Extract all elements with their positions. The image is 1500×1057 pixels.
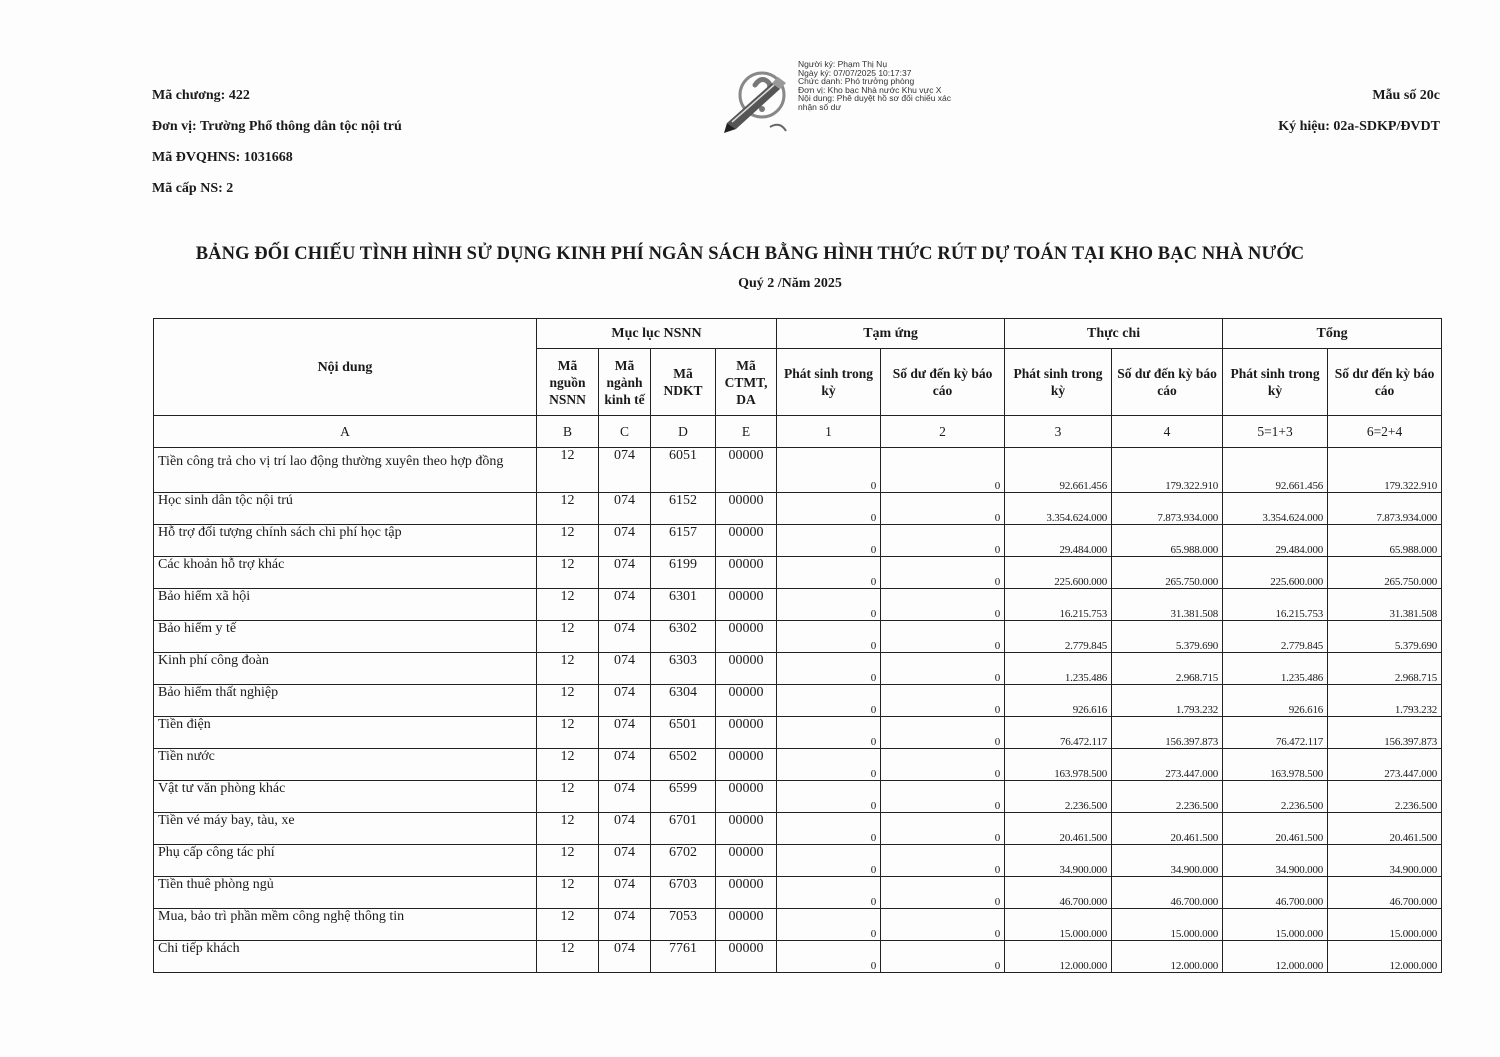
row-thuc-chi-so-du: 273.447.000 [1112, 749, 1223, 781]
row-tam-ung-so-du: 0 [881, 685, 1005, 717]
row-thuc-chi-phat-sinh: 15.000.000 [1005, 909, 1112, 941]
row-tong-phat-sinh: 20.461.500 [1223, 813, 1328, 845]
row-thuc-chi-so-du: 156.397.873 [1112, 717, 1223, 749]
row-ma-ndkt: 7053 [651, 909, 716, 941]
chapter-code: Mã chương: 422 [152, 88, 250, 103]
row-ma-nguon: 12 [537, 621, 599, 653]
row-tam-ung-phat-sinh: 0 [777, 877, 881, 909]
row-ma-ctmt: 00000 [716, 557, 777, 589]
row-description: Tiền nước [154, 749, 537, 781]
row-tam-ung-phat-sinh: 0 [777, 845, 881, 877]
row-tam-ung-so-du: 0 [881, 557, 1005, 589]
table-row [154, 749, 1442, 781]
row-description: Mua, bảo trì phần mềm công nghệ thông tin [154, 909, 537, 941]
table-row [154, 941, 1442, 973]
row-ma-ctmt: 00000 [716, 685, 777, 717]
row-ma-ndkt: 6502 [651, 749, 716, 781]
row-thuc-chi-so-du: 15.000.000 [1112, 909, 1223, 941]
row-tam-ung-so-du: 0 [881, 717, 1005, 749]
row-ma-nguon: 12 [537, 589, 599, 621]
row-thuc-chi-phat-sinh: 34.900.000 [1005, 845, 1112, 877]
row-ma-ctmt: 00000 [716, 653, 777, 685]
table-row [154, 845, 1442, 877]
row-thuc-chi-so-du: 65.988.000 [1112, 525, 1223, 557]
row-thuc-chi-phat-sinh: 92.661.456 [1005, 448, 1112, 493]
row-ma-nganh: 074 [599, 493, 651, 525]
row-tam-ung-so-du: 0 [881, 877, 1005, 909]
row-thuc-chi-phat-sinh: 3.354.624.000 [1005, 493, 1112, 525]
sign-date: Ngày ký: 07/07/2025 10:17:37 [798, 67, 912, 78]
row-description: Tiền điện [154, 717, 537, 749]
row-tam-ung-phat-sinh: 0 [777, 448, 881, 493]
row-thuc-chi-so-du: 1.793.232 [1112, 685, 1223, 717]
col-tu-phat-sinh: Phát sinh trong kỳ [777, 349, 881, 416]
table-row [154, 685, 1442, 717]
table-row [154, 448, 1442, 493]
row-ma-ndkt: 6199 [651, 557, 716, 589]
row-ma-ndkt: 6599 [651, 781, 716, 813]
row-ma-nguon: 12 [537, 493, 599, 525]
row-tong-so-du: 179.322.910 [1328, 448, 1442, 493]
row-thuc-chi-so-du: 265.750.000 [1112, 557, 1223, 589]
row-thuc-chi-phat-sinh: 2.236.500 [1005, 781, 1112, 813]
row-tong-phat-sinh: 2.236.500 [1223, 781, 1328, 813]
unit-name: Đơn vị: Trường Phổ thông dân tộc nội trú [152, 119, 402, 134]
table-row [154, 525, 1442, 557]
row-thuc-chi-so-du: 2.968.715 [1112, 653, 1223, 685]
table-row [154, 781, 1442, 813]
row-tong-phat-sinh: 12.000.000 [1223, 941, 1328, 973]
row-tong-so-du: 5.379.690 [1328, 621, 1442, 653]
row-tong-phat-sinh: 225.600.000 [1223, 557, 1328, 589]
row-ma-ctmt: 00000 [716, 781, 777, 813]
row-tong-so-du: 15.000.000 [1328, 909, 1442, 941]
row-tam-ung-phat-sinh: 0 [777, 557, 881, 589]
row-ma-nganh: 074 [599, 877, 651, 909]
column-index-row [154, 416, 1442, 448]
row-tong-phat-sinh: 34.900.000 [1223, 845, 1328, 877]
page-subtitle: Quý 2 /Năm 2025 [738, 276, 842, 291]
row-tam-ung-phat-sinh: 0 [777, 525, 881, 557]
row-ma-nguon: 12 [537, 909, 599, 941]
row-thuc-chi-phat-sinh: 20.461.500 [1005, 813, 1112, 845]
row-tam-ung-so-du: 0 [881, 493, 1005, 525]
row-tam-ung-phat-sinh: 0 [777, 717, 881, 749]
col-ma-ndkt: Mã NDKT [651, 349, 716, 416]
row-thuc-chi-so-du: 20.461.500 [1112, 813, 1223, 845]
row-thuc-chi-so-du: 34.900.000 [1112, 845, 1223, 877]
form-info [1278, 86, 1440, 148]
row-ma-nganh: 074 [599, 717, 651, 749]
row-description: Bảo hiểm y tế [154, 621, 537, 653]
row-tong-so-du: 12.000.000 [1328, 941, 1442, 973]
row-ma-ndkt: 6152 [651, 493, 716, 525]
row-tong-so-du: 31.381.508 [1328, 589, 1442, 621]
row-description: Chi tiếp khách [154, 941, 537, 973]
sign-content: Nội dung: Phê duyệt hồ sơ đối chiếu xác nhận số dư [798, 93, 952, 112]
row-tam-ung-phat-sinh: 0 [777, 621, 881, 653]
row-ma-nguon: 12 [537, 749, 599, 781]
row-tong-so-du: 156.397.873 [1328, 717, 1442, 749]
row-ma-nganh: 074 [599, 557, 651, 589]
col-ma-nganh: Mã ngành kinh tế [599, 349, 651, 416]
row-description: Bảo hiểm thất nghiệp [154, 685, 537, 717]
row-tong-phat-sinh: 92.661.456 [1223, 448, 1328, 493]
col-group-thuc-chi: Thực chi [1005, 319, 1223, 349]
row-thuc-chi-phat-sinh: 2.779.845 [1005, 621, 1112, 653]
table-row [154, 653, 1442, 685]
row-tong-so-du: 1.793.232 [1328, 685, 1442, 717]
row-ma-ctmt: 00000 [716, 749, 777, 781]
row-ma-nguon: 12 [537, 781, 599, 813]
row-ma-ctmt: 00000 [716, 589, 777, 621]
row-thuc-chi-phat-sinh: 225.600.000 [1005, 557, 1112, 589]
reconciliation-table [153, 318, 1442, 973]
row-thuc-chi-phat-sinh: 926.616 [1005, 685, 1112, 717]
signer-name: Người ký: Phạm Thị Nụ [798, 59, 888, 69]
unit-info [152, 86, 402, 210]
row-tam-ung-so-du: 0 [881, 749, 1005, 781]
row-tam-ung-so-du: 0 [881, 909, 1005, 941]
row-ma-nguon: 12 [537, 653, 599, 685]
col-group-tam-ung: Tạm ứng [777, 319, 1005, 349]
row-ma-nguon: 12 [537, 813, 599, 845]
col-group-tong: Tổng [1223, 319, 1442, 349]
col-content-header: Nội dung [154, 319, 537, 416]
row-ma-ndkt: 6501 [651, 717, 716, 749]
row-ma-nguon: 12 [537, 717, 599, 749]
row-ma-nganh: 074 [599, 589, 651, 621]
row-tam-ung-so-du: 0 [881, 781, 1005, 813]
row-tam-ung-so-du: 0 [881, 653, 1005, 685]
row-ma-ctmt: 00000 [716, 493, 777, 525]
col-ma-nguon: Mã nguồn NSNN [537, 349, 599, 416]
row-ma-ndkt: 6157 [651, 525, 716, 557]
row-thuc-chi-phat-sinh: 12.000.000 [1005, 941, 1112, 973]
row-ma-ctmt: 00000 [716, 717, 777, 749]
row-ma-nganh: 074 [599, 525, 651, 557]
table-row [154, 717, 1442, 749]
row-thuc-chi-so-du: 5.379.690 [1112, 621, 1223, 653]
row-tam-ung-so-du: 0 [881, 845, 1005, 877]
row-tong-phat-sinh: 46.700.000 [1223, 877, 1328, 909]
row-tong-phat-sinh: 16.215.753 [1223, 589, 1328, 621]
row-tong-so-du: 34.900.000 [1328, 845, 1442, 877]
row-description: Hỗ trợ đối tượng chính sách chi phí học tập [154, 525, 537, 557]
row-tam-ung-phat-sinh: 0 [777, 813, 881, 845]
col-tong-so-du: Số dư đến kỳ báo cáo [1328, 349, 1442, 416]
form-number: Mẫu số 20c [1372, 88, 1440, 103]
row-tong-phat-sinh: 926.616 [1223, 685, 1328, 717]
row-thuc-chi-phat-sinh: 163.978.500 [1005, 749, 1112, 781]
row-description: Tiền công trả cho vị trí lao động thường xuyên theo hợp đồng [154, 448, 537, 493]
signer-unit: Đơn vị: Kho bạc Nhà nước Khu vực X [798, 84, 942, 95]
col-tc-phat-sinh: Phát sinh trong kỳ [1005, 349, 1112, 416]
row-ma-ndkt: 6302 [651, 621, 716, 653]
row-ma-nganh: 074 [599, 813, 651, 845]
row-tong-so-du: 2.968.715 [1328, 653, 1442, 685]
row-tam-ung-phat-sinh: 0 [777, 749, 881, 781]
row-tam-ung-so-du: 0 [881, 525, 1005, 557]
col-tong-phat-sinh: Phát sinh trong kỳ [1223, 349, 1328, 416]
col-ma-ctmt: Mã CTMT, DA [716, 349, 777, 416]
row-ma-ndkt: 6304 [651, 685, 716, 717]
signature-details [798, 60, 958, 111]
row-thuc-chi-so-du: 2.236.500 [1112, 781, 1223, 813]
row-ma-nganh: 074 [599, 749, 651, 781]
row-thuc-chi-so-du: 12.000.000 [1112, 941, 1223, 973]
row-ma-nguon: 12 [537, 448, 599, 493]
row-thuc-chi-phat-sinh: 16.215.753 [1005, 589, 1112, 621]
row-ma-ctmt: 00000 [716, 941, 777, 973]
digital-signature [722, 60, 962, 135]
row-ma-ndkt: 6301 [651, 589, 716, 621]
row-description: Vật tư văn phòng khác [154, 781, 537, 813]
row-thuc-chi-so-du: 7.873.934.000 [1112, 493, 1223, 525]
row-ma-ctmt: 00000 [716, 621, 777, 653]
dvqhns-code: Mã ĐVQHNS: 1031668 [152, 150, 293, 165]
col-tc-so-du: Số dư đến kỳ báo cáo [1112, 349, 1223, 416]
table-row [154, 621, 1442, 653]
row-tong-so-du: 265.750.000 [1328, 557, 1442, 589]
column-index: 4 [1112, 416, 1223, 448]
column-index: C [599, 416, 651, 448]
row-tong-phat-sinh: 3.354.624.000 [1223, 493, 1328, 525]
row-ma-ctmt: 00000 [716, 525, 777, 557]
page-title: BẢNG ĐỐI CHIẾU TÌNH HÌNH SỬ DỤNG KINH PHÍ NGÂN SÁCH BẰNG HÌNH THỨC RÚT DỰ TOÁN TẠI KHO BẠC NHÀ NƯỚC [195, 244, 1305, 264]
row-ma-ndkt: 6702 [651, 845, 716, 877]
row-tong-so-du: 2.236.500 [1328, 781, 1442, 813]
row-ma-ctmt: 00000 [716, 813, 777, 845]
row-ma-nganh: 074 [599, 653, 651, 685]
budget-level: Mã cấp NS: 2 [152, 181, 234, 196]
row-ma-ndkt: 6703 [651, 877, 716, 909]
row-ma-nganh: 074 [599, 448, 651, 493]
row-description: Bảo hiểm xã hội [154, 589, 537, 621]
row-ma-nganh: 074 [599, 941, 651, 973]
table-row [154, 557, 1442, 589]
column-index: A [154, 416, 537, 448]
row-ma-ctmt: 00000 [716, 845, 777, 877]
row-ma-nguon: 12 [537, 685, 599, 717]
column-index: 2 [881, 416, 1005, 448]
row-ma-ndkt: 6303 [651, 653, 716, 685]
row-thuc-chi-phat-sinh: 46.700.000 [1005, 877, 1112, 909]
row-thuc-chi-so-du: 46.700.000 [1112, 877, 1223, 909]
row-description: Tiền thuê phòng ngủ [154, 877, 537, 909]
pen-signature-icon [722, 65, 794, 135]
row-ma-nganh: 074 [599, 909, 651, 941]
table-row [154, 589, 1442, 621]
row-thuc-chi-phat-sinh: 29.484.000 [1005, 525, 1112, 557]
row-tong-so-du: 46.700.000 [1328, 877, 1442, 909]
row-tam-ung-phat-sinh: 0 [777, 653, 881, 685]
row-description: Học sinh dân tộc nội trú [154, 493, 537, 525]
row-tong-phat-sinh: 76.472.117 [1223, 717, 1328, 749]
row-thuc-chi-phat-sinh: 1.235.486 [1005, 653, 1112, 685]
row-tam-ung-so-du: 0 [881, 813, 1005, 845]
table-row [154, 877, 1442, 909]
signer-position: Chức danh: Phó trưởng phòng [798, 76, 915, 86]
row-ma-ndkt: 7761 [651, 941, 716, 973]
row-tam-ung-so-du: 0 [881, 448, 1005, 493]
row-tong-so-du: 7.873.934.000 [1328, 493, 1442, 525]
row-tong-so-du: 273.447.000 [1328, 749, 1442, 781]
row-tam-ung-phat-sinh: 0 [777, 781, 881, 813]
row-ma-nganh: 074 [599, 781, 651, 813]
row-ma-nganh: 074 [599, 621, 651, 653]
row-tam-ung-so-du: 0 [881, 589, 1005, 621]
row-tam-ung-phat-sinh: 0 [777, 685, 881, 717]
row-ma-nguon: 12 [537, 557, 599, 589]
column-index: E [716, 416, 777, 448]
form-symbol: Ký hiệu: 02a-SDKP/ĐVDT [1278, 119, 1440, 134]
table-row [154, 909, 1442, 941]
row-thuc-chi-so-du: 31.381.508 [1112, 589, 1223, 621]
row-tong-so-du: 65.988.000 [1328, 525, 1442, 557]
row-tam-ung-phat-sinh: 0 [777, 493, 881, 525]
row-thuc-chi-so-du: 179.322.910 [1112, 448, 1223, 493]
column-index: 3 [1005, 416, 1112, 448]
column-index: 1 [777, 416, 881, 448]
row-ma-ndkt: 6051 [651, 448, 716, 493]
row-tam-ung-so-du: 0 [881, 941, 1005, 973]
col-tu-so-du: Số dư đến kỳ báo cáo [881, 349, 1005, 416]
row-tam-ung-phat-sinh: 0 [777, 941, 881, 973]
row-description: Các khoản hỗ trợ khác [154, 557, 537, 589]
row-description: Kinh phí công đoàn [154, 653, 537, 685]
column-index: 5=1+3 [1223, 416, 1328, 448]
row-tong-so-du: 20.461.500 [1328, 813, 1442, 845]
row-description: Phụ cấp công tác phí [154, 845, 537, 877]
col-group-muc-luc: Mục lục NSNN [537, 319, 777, 349]
row-ma-ctmt: 00000 [716, 877, 777, 909]
row-tong-phat-sinh: 163.978.500 [1223, 749, 1328, 781]
row-tong-phat-sinh: 2.779.845 [1223, 621, 1328, 653]
row-description: Tiền vé máy bay, tàu, xe [154, 813, 537, 845]
column-index: B [537, 416, 599, 448]
row-ma-nganh: 074 [599, 845, 651, 877]
row-ma-nganh: 074 [599, 685, 651, 717]
row-ma-nguon: 12 [537, 941, 599, 973]
row-ma-nguon: 12 [537, 845, 599, 877]
row-tam-ung-phat-sinh: 0 [777, 589, 881, 621]
table-row [154, 813, 1442, 845]
row-ma-ctmt: 00000 [716, 448, 777, 493]
row-tong-phat-sinh: 29.484.000 [1223, 525, 1328, 557]
column-index: 6=2+4 [1328, 416, 1442, 448]
row-ma-nguon: 12 [537, 877, 599, 909]
row-tong-phat-sinh: 15.000.000 [1223, 909, 1328, 941]
row-ma-nguon: 12 [537, 525, 599, 557]
row-tam-ung-so-du: 0 [881, 621, 1005, 653]
row-ma-ndkt: 6701 [651, 813, 716, 845]
table-row [154, 493, 1442, 525]
row-tam-ung-phat-sinh: 0 [777, 909, 881, 941]
row-tong-phat-sinh: 1.235.486 [1223, 653, 1328, 685]
row-thuc-chi-phat-sinh: 76.472.117 [1005, 717, 1112, 749]
column-index: D [651, 416, 716, 448]
row-ma-ctmt: 00000 [716, 909, 777, 941]
